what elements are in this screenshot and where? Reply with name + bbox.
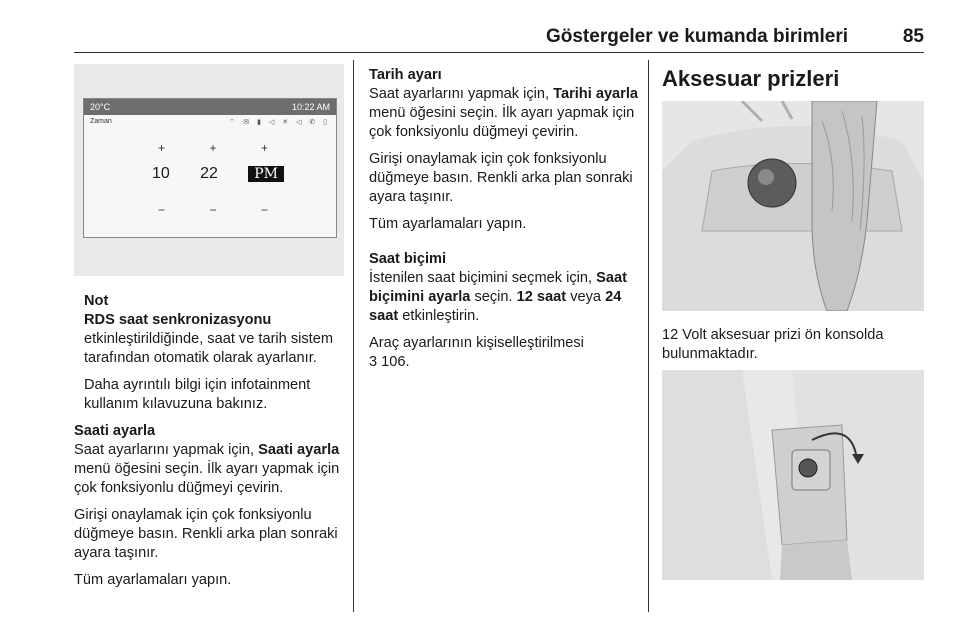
infotainment-clock-figure bbox=[74, 64, 344, 276]
heading-date-setting: Tarih ayarı bbox=[369, 67, 442, 83]
middle-column bbox=[369, 66, 639, 380]
time-row bbox=[152, 165, 284, 183]
paragraph-vehicle-personalization bbox=[369, 334, 639, 372]
right-column-caption bbox=[662, 326, 924, 372]
text-span: Araç ayarlarının kişiselleştirilmesi bbox=[369, 335, 584, 351]
paragraph-confirm: Girişi onaylamak için çok fonksiyonlu düğmeye basın. Renkli arka plan sonraki ayara taşınır. bbox=[74, 507, 338, 561]
hour-plus-icon: + bbox=[158, 141, 166, 155]
heading-set-time: Saati ayarla bbox=[74, 423, 156, 439]
screen-temperature: 20°C bbox=[90, 102, 111, 112]
text-span: menü öğesini seçin. İlk ayarı yapmak için çok fonksiyonlu düğmeyi çevirin. bbox=[369, 105, 635, 140]
ampm-minus-icon: − bbox=[260, 203, 268, 217]
screen-menu-label: Zaman bbox=[90, 118, 112, 125]
menu-item-saati-ayarla: Saati ayarla bbox=[258, 442, 340, 458]
note-bold: RDS saat senkronizasyonu bbox=[84, 312, 272, 328]
text-span: Saat ayarlarını yapmak için, bbox=[369, 86, 554, 102]
header-rule bbox=[74, 52, 924, 53]
screen-subheader bbox=[84, 115, 336, 130]
left-column bbox=[74, 292, 346, 598]
plus-buttons-row bbox=[158, 141, 268, 155]
menu-item-tarihi-ayarla: Tarihi ayarla bbox=[553, 86, 639, 102]
note-text: etkinleştirildiğinde, saat ve tarih sistem tarafından otomatik olarak ayarlanır. bbox=[84, 331, 334, 366]
infotainment-screen bbox=[83, 98, 337, 238]
paragraph-all-settings: Tüm ayarlamaları yapın. bbox=[369, 216, 527, 232]
paragraph-confirm: Girişi onaylamak için çok fonksiyonlu düğmeye basın. Renkli arka plan sonraki ayara taşınır. bbox=[369, 151, 633, 205]
note-text-2: Daha ayrıntılı bilgi için infotainment kullanım kılavuzuna bakınız. bbox=[84, 377, 311, 412]
note-title: Not bbox=[84, 293, 109, 309]
ampm-plus-icon: + bbox=[260, 141, 268, 155]
option-24-hour: 24 saat bbox=[369, 289, 622, 324]
hour-minus-icon: − bbox=[158, 203, 166, 217]
console-socket-illustration bbox=[662, 101, 924, 311]
text-span: İstenilen saat biçimini seçmek için, bbox=[369, 270, 597, 286]
minute-minus-icon: − bbox=[209, 203, 217, 217]
column-divider-left bbox=[353, 60, 354, 612]
header-title: Göstergeler ve kumanda birimleri bbox=[545, 26, 848, 47]
hour-value: 10 bbox=[152, 165, 170, 182]
paragraph-all-settings: Tüm ayarlamaları yapın. bbox=[74, 572, 232, 588]
note-block bbox=[84, 292, 346, 414]
text-span: Saat ayarlarını yapmak için, bbox=[74, 442, 259, 458]
socket-caption: 12 Volt aksesuar prizi ön konsolda bulunmaktadır. bbox=[662, 327, 884, 362]
menu-item-saat-bicimini-ayarla: Saat biçimini ayarla bbox=[369, 270, 627, 305]
minute-value: 22 bbox=[200, 165, 218, 182]
paragraph-set-date bbox=[369, 85, 639, 142]
section-title: Aksesuar prizleri bbox=[662, 66, 840, 91]
text-span: seçin. bbox=[470, 289, 517, 305]
option-12-hour: 12 saat bbox=[516, 289, 567, 305]
text-span: veya bbox=[566, 289, 606, 305]
minus-buttons-row bbox=[158, 203, 268, 217]
page-number: 85 bbox=[902, 26, 924, 47]
screen-clock: 10:22 AM bbox=[291, 102, 330, 112]
accessory-socket-figure-2 bbox=[662, 370, 924, 580]
ampm-value: PM bbox=[248, 166, 284, 182]
minute-plus-icon: + bbox=[209, 141, 217, 155]
column-divider-right bbox=[648, 60, 649, 612]
right-column-title bbox=[662, 66, 924, 100]
rear-socket-illustration bbox=[662, 370, 924, 580]
text-span: menü öğesini seçin. İlk ayarı yapmak için çok fonksiyonlu düğmeyi çevirin. bbox=[74, 461, 340, 496]
text-span: etkinleştirin. bbox=[398, 308, 480, 324]
heading-time-format: Saat biçimi bbox=[369, 251, 447, 267]
screen-status-icons: ⌔ ✉ ▮ ◁ ✕ ◁ ✆ ▯ bbox=[228, 119, 330, 126]
paragraph-time-format bbox=[369, 269, 639, 326]
screen-status-bar bbox=[84, 99, 336, 115]
accessory-socket-figure-1 bbox=[662, 101, 924, 311]
paragraph-set-time bbox=[74, 441, 346, 498]
page-reference-link[interactable]: 3 106. bbox=[369, 354, 410, 370]
